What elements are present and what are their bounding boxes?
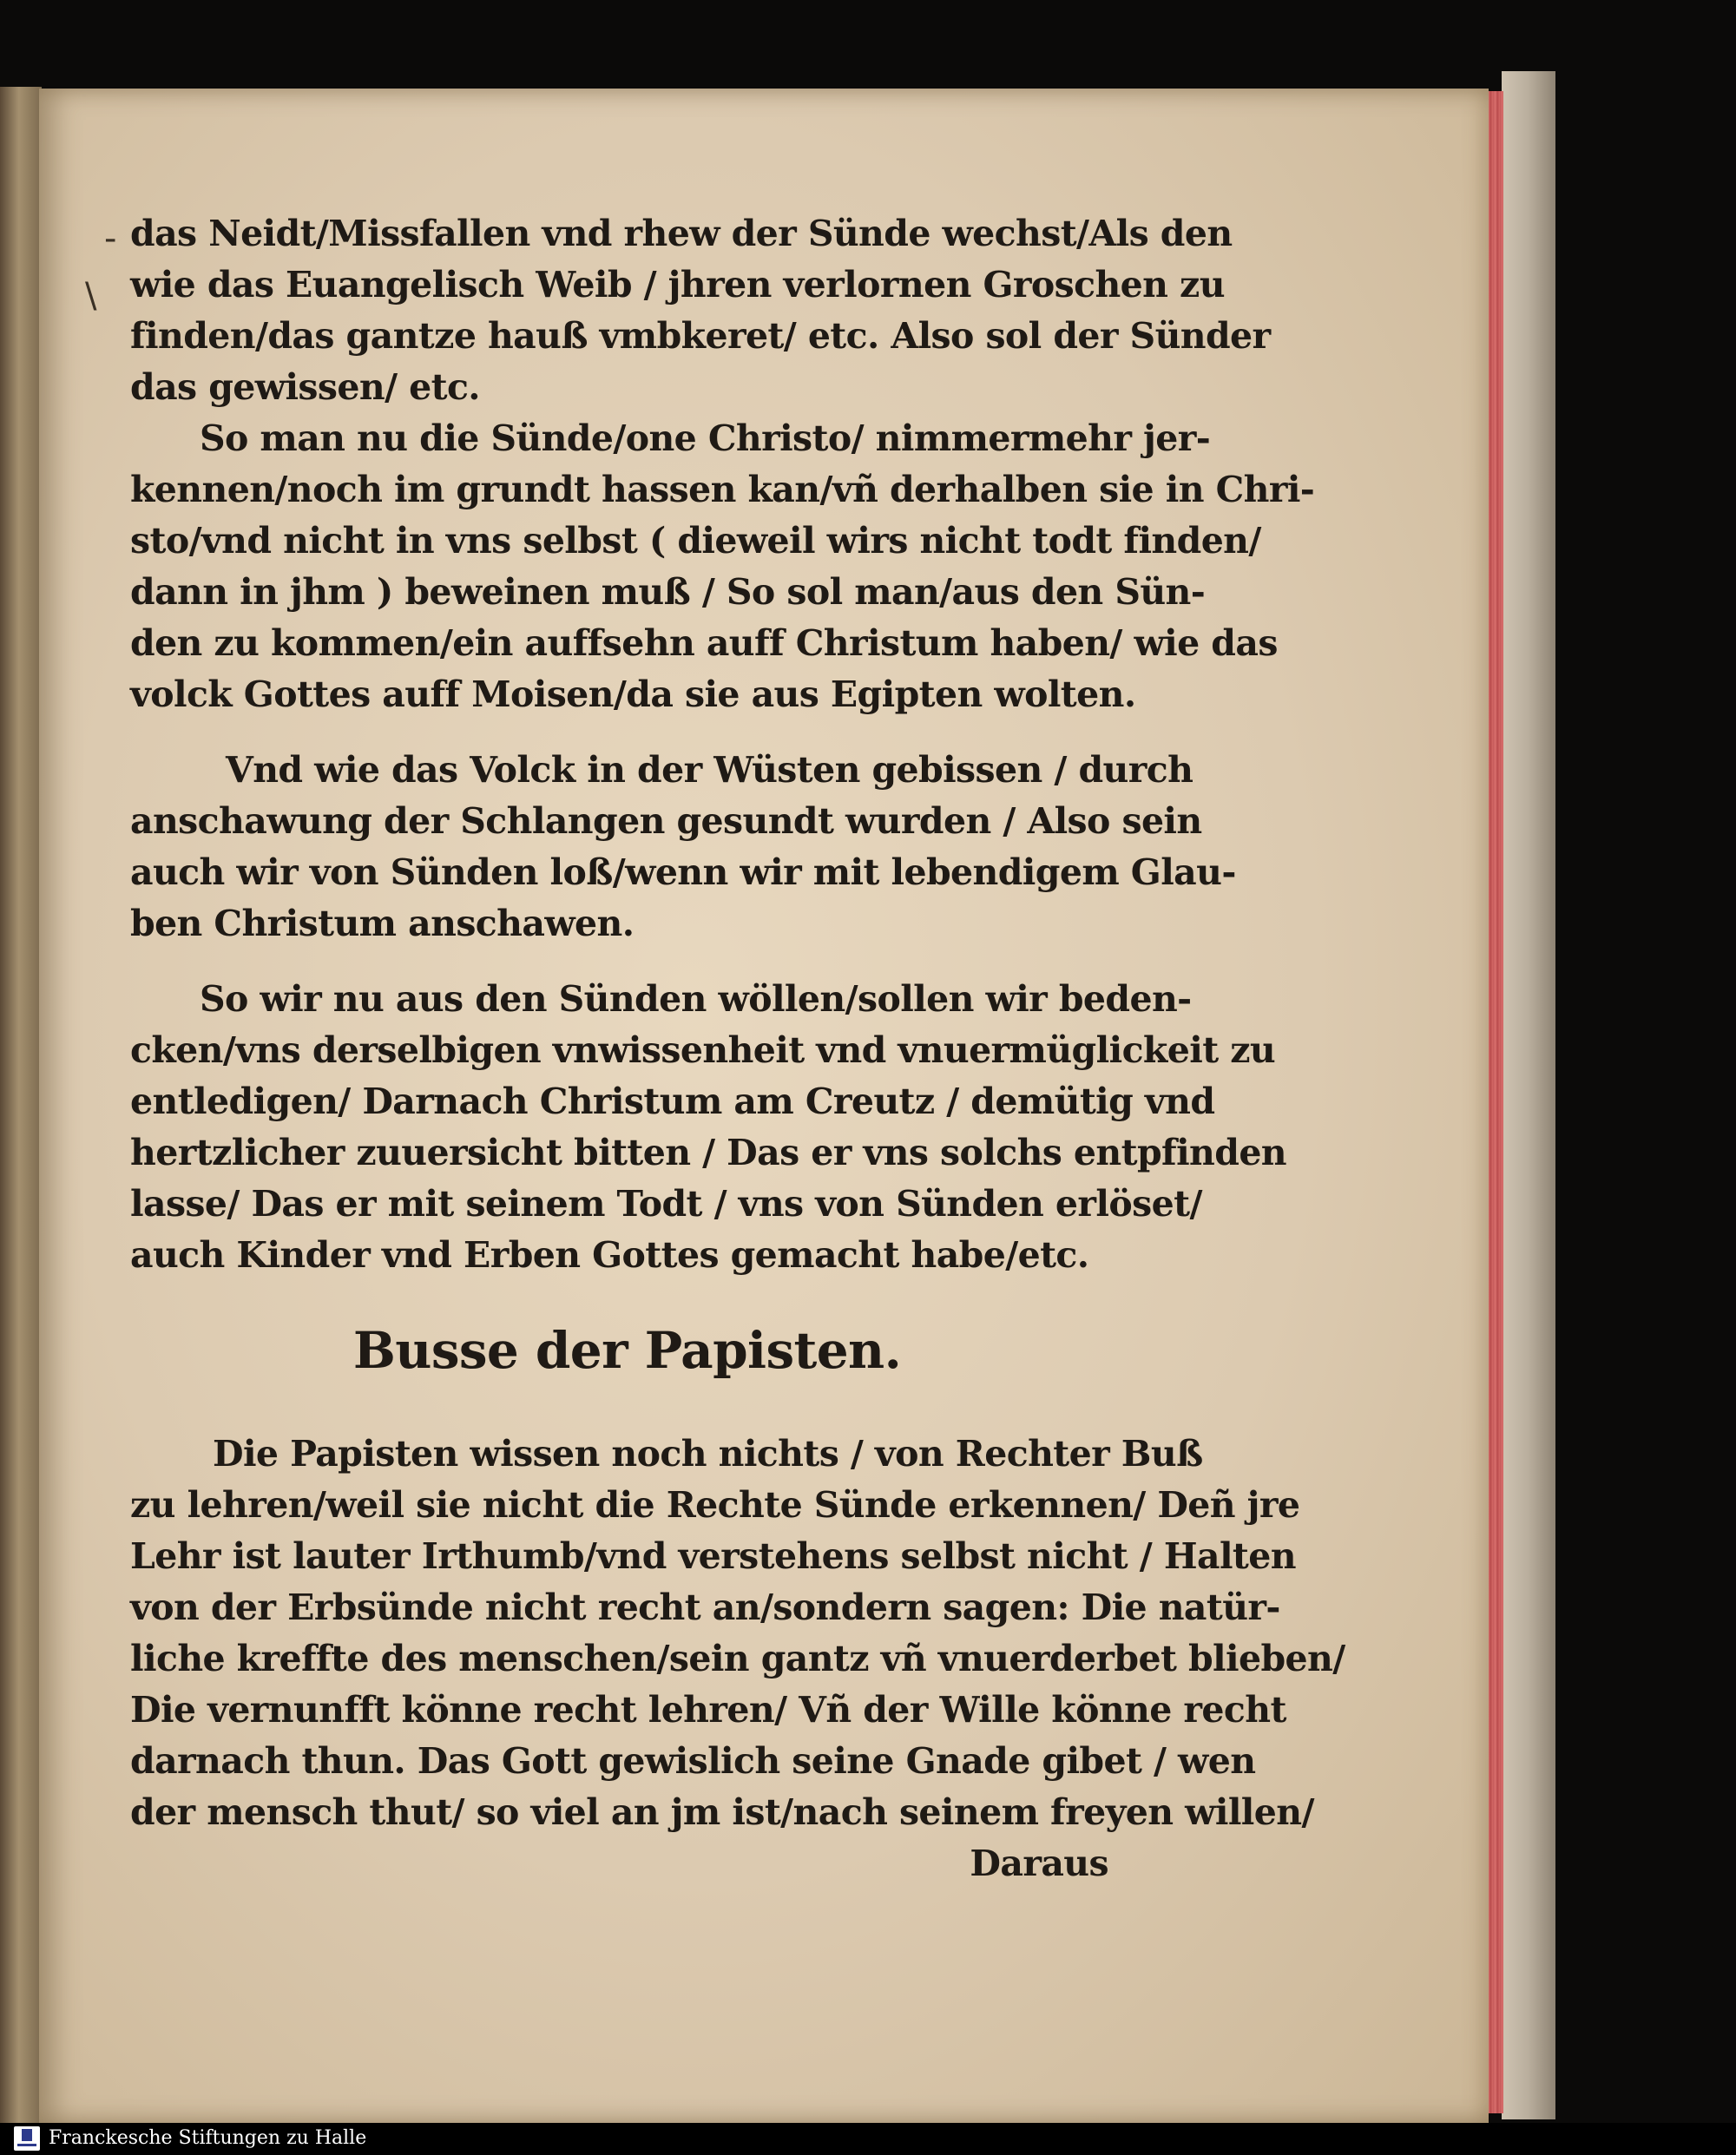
page-text: [130, 208, 1345, 1889]
text-line: liche kreffte des menschen/sein gantz vñ vnuerderbet blieben/: [130, 1638, 1345, 1679]
paragraph-1: [130, 208, 1271, 413]
paragraph-2: [130, 413, 1315, 720]
margin-dash-mark: -: [104, 219, 117, 259]
footer-institution-name: Franckesche Stiftungen zu Halle: [49, 2127, 367, 2149]
text-line: auch wir von Sünden loß/wenn wir mit lebendigem Glau-: [130, 851, 1236, 893]
text-line: der mensch thut/ so viel an jm ist/nach seinem freyen willen/: [130, 1791, 1314, 1833]
text-line: kennen/noch im grundt hassen kan/vñ derhalben sie in Chri-: [130, 469, 1315, 510]
text-line: den zu kommen/ein auffsehn auff Christum haben/ wie das: [130, 622, 1278, 664]
text-line: ben Christum anschawen.: [130, 903, 635, 944]
text-line: sto/vnd nicht in vns selbst ( dieweil wirs nicht todt finden/: [130, 520, 1261, 562]
catchword: Daraus: [970, 1843, 1108, 1884]
text-line: hertzlicher zuuersicht bitten / Das er vns solchs entpfinden: [130, 1132, 1287, 1173]
text-line: Die Papisten wissen noch nichts / von Rechter Buß: [213, 1433, 1203, 1475]
text-line: cken/vns derselbigen vnwissenheit vnd vnuermüglickeit zu: [130, 1029, 1276, 1071]
paragraph-3: [130, 745, 1236, 949]
text-line: das Neidt/Missfallen vnd rhew der Sünde wechst/Als den: [130, 213, 1233, 254]
section-heading: Busse der Papisten.: [352, 1321, 902, 1380]
text-line: wie das Euangelisch Weib / jhren verlornen Groschen zu: [130, 264, 1225, 306]
paragraph-4: [130, 974, 1287, 1281]
text-line: Lehr ist lauter Irthumb/vnd verstehens selbst nicht / Halten: [130, 1535, 1296, 1577]
facing-page-edge: [0, 87, 42, 2126]
text-line: So man nu die Sünde/one Christo/ nimmermehr jer-: [200, 417, 1211, 459]
book-cover-edge: [1502, 71, 1555, 2119]
text-line: lasse/ Das er mit seinem Todt / vns von Sünden erlöset/: [130, 1183, 1202, 1225]
paragraph-5: [130, 1429, 1345, 1838]
text-line: das gewissen/ etc.: [130, 366, 480, 408]
text-line: zu lehren/weil sie nicht die Rechte Sünde erkennen/ Deñ jre: [130, 1484, 1300, 1526]
text-line: entledigen/ Darnach Christum am Creutz / demütig vnd: [130, 1081, 1215, 1122]
text-line: darnach thun. Das Gott gewislich seine Gnade gibet / wen: [130, 1740, 1256, 1782]
text-line: von der Erbsünde nicht recht an/sondern sagen: Die natür-: [130, 1587, 1280, 1628]
text-line: Die vernunfft könne recht lehren/ Vñ der Wille könne recht: [130, 1689, 1286, 1731]
institution-logo-icon: [14, 2126, 40, 2151]
margin-tick-mark: \: [85, 276, 97, 316]
text-line: anschawung der Schlangen gesundt wurden / Also sein: [130, 800, 1202, 842]
text-line: finden/das gantze hauß vmbkeret/ etc. Also sol der Sünder: [130, 315, 1271, 357]
text-line: auch Kinder vnd Erben Gottes gemacht habe/etc.: [130, 1234, 1089, 1276]
text-line: volck Gottes auff Moisen/da sie aus Egipten wolten.: [130, 673, 1136, 715]
text-line: So wir nu aus den Sünden wöllen/sollen wir beden-: [200, 978, 1192, 1020]
text-line: dann in jhm ) beweinen muß / So sol man/aus den Sün-: [130, 571, 1206, 613]
text-line: Vnd wie das Volck in der Wüsten gebissen / durch: [226, 749, 1194, 791]
